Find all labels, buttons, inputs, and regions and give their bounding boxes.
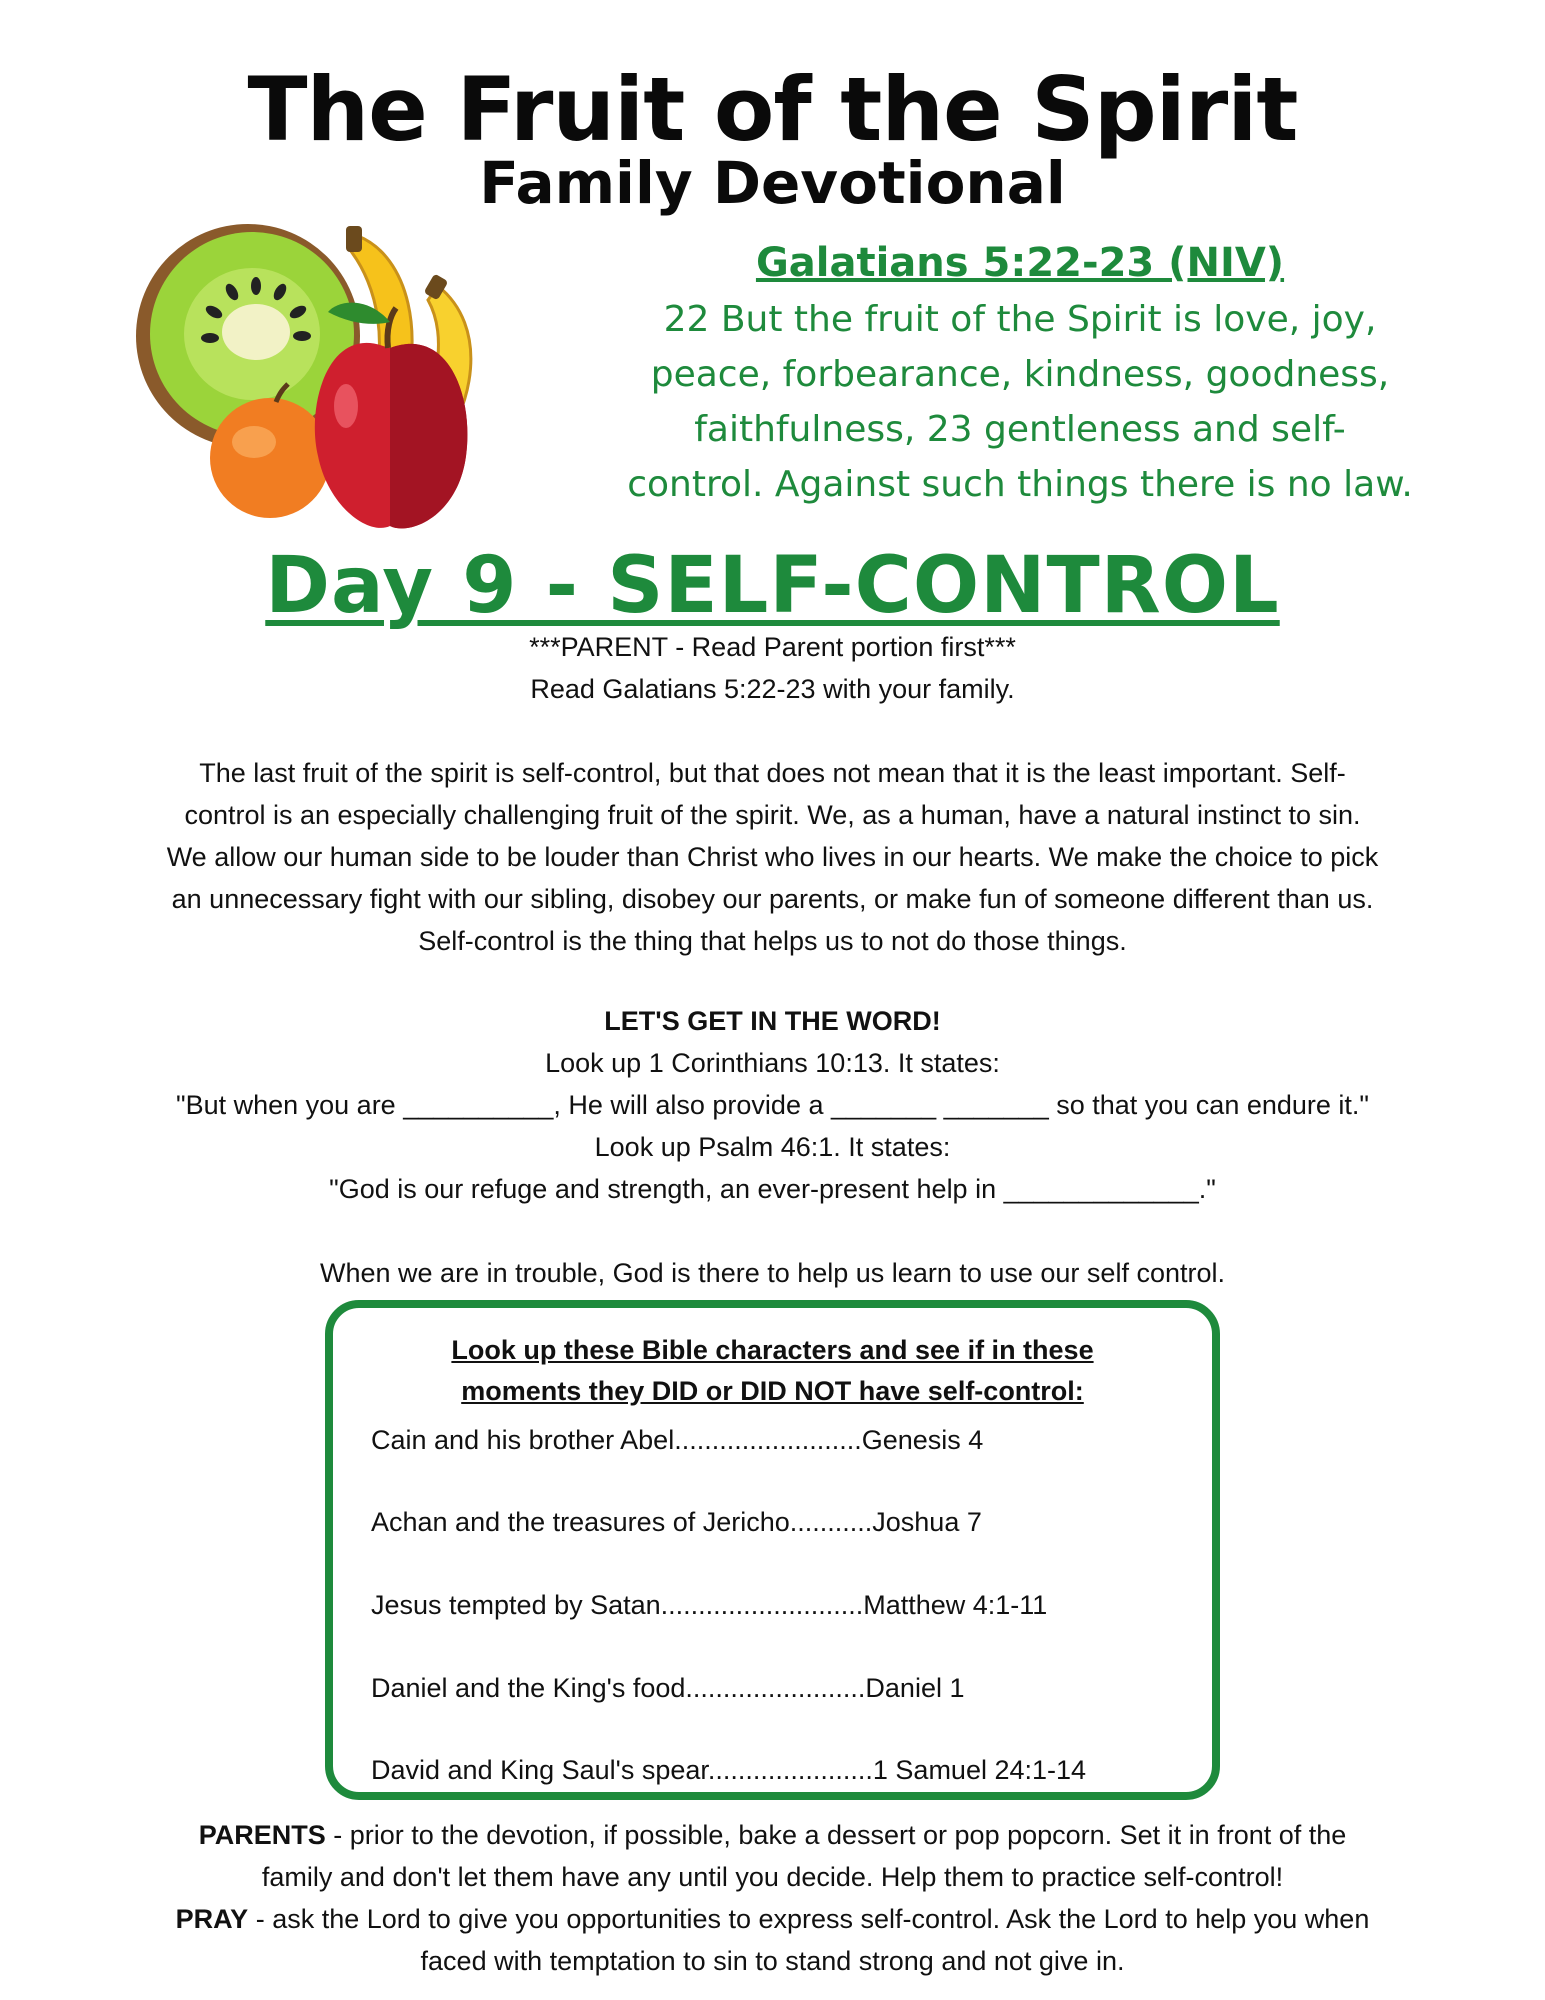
read-instruction: Read Galatians 5:22-23 with your family. (530, 674, 1015, 704)
paragraph-line: We allow our human side to be louder than Christ who lives in our hearts. We make the choice to pick (166, 842, 1379, 872)
bible-characters-box (325, 1300, 1220, 1800)
scripture-block (600, 236, 1440, 512)
devotional-paragraph (80, 752, 1465, 962)
parents-label: PARENTS (198, 1820, 326, 1850)
parents-line (80, 1814, 1465, 1856)
word-section-line: Look up 1 Corinthians 10:13. It states: (545, 1048, 1000, 1078)
fill-in-blank-line: "But when you are __________, He will also provide a _______ _______ so that you can endure it." (175, 1090, 1369, 1120)
word-section-closing: When we are in trouble, God is there to help us learn to use our self control. (320, 1258, 1225, 1288)
paragraph-line: an unnecessary fight with our sibling, disobey our parents, or make fun of someone different than us. (171, 884, 1374, 914)
scripture-line: faithfulness, 23 gentleness and self- (694, 409, 1346, 450)
box-title (333, 1330, 1212, 1412)
paragraph-line: The last fruit of the spirit is self-control, but that does not mean that it is the least important. Self- (199, 758, 1346, 788)
page-subtitle: Family Devotional (479, 149, 1066, 217)
word-section-heading: LET'S GET IN THE WORD! (604, 1006, 941, 1036)
box-title-line: Look up these Bible characters and see if in these (451, 1335, 1094, 1365)
pray-label: PRAY (175, 1904, 249, 1934)
scripture-reference: Galatians 5:22-23 (NIV) (755, 240, 1285, 286)
pray-line (80, 1898, 1465, 1940)
paragraph-line: control is an especially challenging fruit of the spirit. We, as a human, have a natural instinct to sin. (184, 800, 1361, 830)
pray-line-2: faced with temptation to sin to stand strong and not give in. (420, 1946, 1125, 1976)
parents-line-2: family and don't let them have any until you decide. Help them to practice self-control! (261, 1862, 1284, 1892)
paragraph-line: Self-control is the thing that helps us to not do those things. (418, 926, 1127, 956)
scripture-line: control. Against such things there is no law. (627, 464, 1413, 505)
page-title: The Fruit of the Spirit (247, 58, 1298, 161)
intro-block (80, 626, 1465, 710)
character-item: David and King Saul's spear......................1 Samuel 24:1-14 (371, 1755, 1087, 1785)
character-item: Daniel and the King's food........................Daniel 1 (371, 1673, 965, 1703)
footer-instructions (80, 1814, 1465, 1982)
word-section-line: Look up Psalm 46:1. It states: (594, 1132, 951, 1162)
scripture-line: peace, forbearance, kindness, goodness, (650, 354, 1390, 395)
box-title-line: moments they DID or DID NOT have self-control: (461, 1376, 1084, 1406)
parent-note: ***PARENT - Read Parent portion first*** (529, 632, 1016, 662)
day-heading: Day 9 - SELF-CONTROL (265, 541, 1280, 631)
fill-in-blank-line: "God is our refuge and strength, an ever-present help in _____________." (329, 1174, 1216, 1204)
character-item: Achan and the treasures of Jericho...........Joshua 7 (371, 1507, 982, 1537)
character-item: Jesus tempted by Satan...........................Matthew 4:1-11 (371, 1590, 1048, 1620)
pray-text: - ask the Lord to give you opportunities to express self-control. Ask the Lord to help you when (248, 1904, 1370, 1934)
fruit-basket-icon (128, 216, 528, 546)
parents-text: - prior to the devotion, if possible, bake a dessert or pop popcorn. Set it in front of the (325, 1820, 1347, 1850)
word-section (80, 1000, 1465, 1294)
scripture-line: 22 But the fruit of the Spirit is love, joy, (663, 299, 1377, 340)
character-item: Cain and his brother Abel.........................Genesis 4 (371, 1425, 984, 1455)
